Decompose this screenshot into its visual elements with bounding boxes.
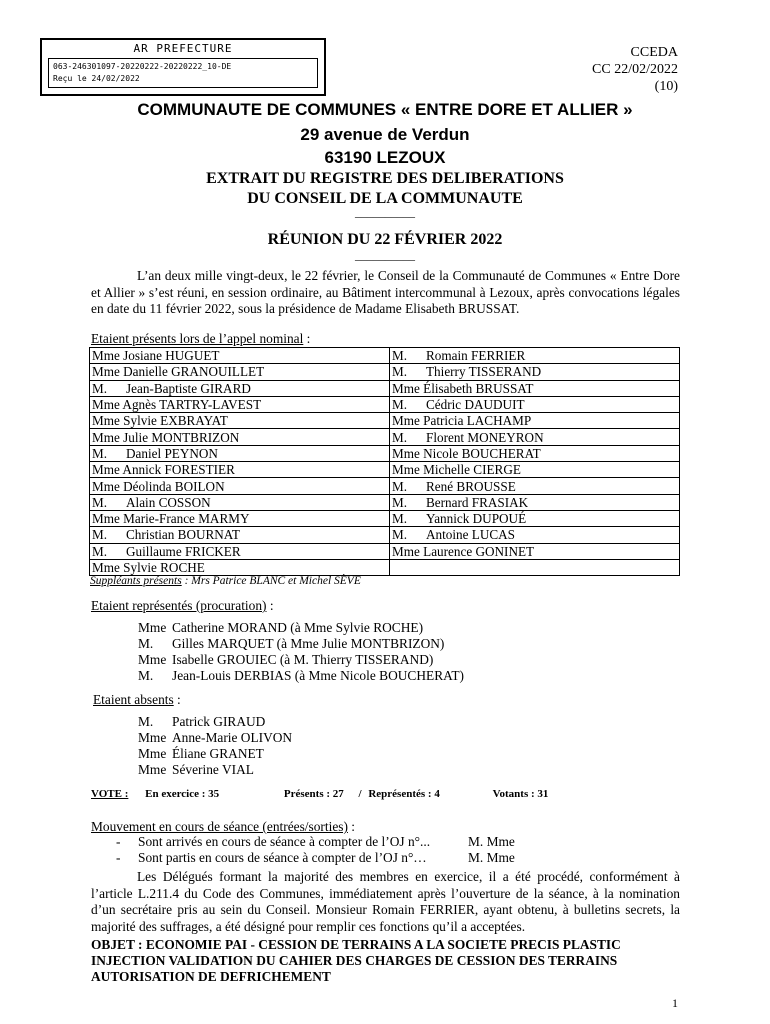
- intro-paragraph: [91, 268, 680, 318]
- attendee-civility: M.: [92, 527, 108, 543]
- vote-votants: Votants : 31: [492, 788, 549, 800]
- extract-title-line2: DU CONSEIL DE LA COMMUNAUTE: [247, 190, 523, 207]
- stamp-received-date: Reçu le 24/02/2022: [53, 74, 140, 83]
- substitutes-line: [90, 575, 361, 587]
- extract-title-line1: EXTRAIT DU REGISTRE DES DELIBERATIONS: [206, 170, 564, 187]
- prefecture-stamp: [40, 38, 326, 96]
- attendee-name: Danielle GRANOUILLET: [123, 364, 265, 380]
- attendee-civility: Mme: [392, 543, 420, 559]
- attendance-row: [90, 396, 680, 412]
- attendee-civility: M.: [392, 429, 408, 445]
- stamp-title: AR PREFECTURE: [133, 42, 233, 55]
- attendance-row: [90, 559, 680, 575]
- attendance-row: [90, 494, 680, 510]
- person-name: Anne-Marie OLIVON: [172, 730, 293, 745]
- represented-list: [138, 620, 464, 684]
- attendee-civility: M.: [392, 364, 408, 380]
- represented-item: [138, 620, 464, 636]
- absent-item: [138, 714, 292, 730]
- attendee-name: Marie-France MARMY: [123, 511, 250, 527]
- attendee-cell: [90, 364, 390, 380]
- movement-bullet: -: [116, 834, 121, 849]
- movement-text: Sont partis en cours de séance à compter de l’OJ n°…: [138, 850, 427, 865]
- vote-exercice: En exercice : 35: [145, 788, 220, 800]
- attendee-name: Élisabeth BRUSSAT: [423, 380, 534, 396]
- represented-heading: Etaient représentés (procuration) :: [91, 598, 274, 613]
- movement-text: Sont arrivés en cours de séance à compter de l’OJ n°...: [138, 834, 431, 849]
- attendee-name: Thierry TISSERAND: [426, 364, 542, 380]
- attendance-row: [90, 413, 680, 429]
- attendee-name: Josiane HUGUET: [123, 348, 220, 364]
- stamp-details: [48, 58, 318, 88]
- attendee-cell: [390, 429, 680, 445]
- attendee-name: Christian BOURNAT: [126, 527, 240, 543]
- attendee-cell: [90, 494, 390, 510]
- attendee-name: Daniel PEYNON: [126, 445, 218, 461]
- attendance-row: [90, 543, 680, 559]
- attendee-name: Jean-Baptiste GIRARD: [126, 380, 251, 396]
- attendee-civility: Mme: [92, 413, 120, 429]
- attendee-civility: Mme: [92, 462, 120, 478]
- attendee-civility: Mme: [392, 462, 420, 478]
- attendee-name: Sylvie EXBRAYAT: [123, 413, 228, 429]
- attendee-civility: Mme: [92, 478, 120, 494]
- attendee-name: Nicole BOUCHERAT: [423, 445, 541, 461]
- stamp-reference: 063-246301097-20220222-20220222_10-DE: [53, 62, 232, 71]
- person-name: Séverine VIAL: [172, 762, 254, 777]
- attendee-name: Annick FORESTIER: [122, 462, 235, 478]
- attendance-row: [90, 364, 680, 380]
- attendee-civility: M.: [392, 511, 408, 527]
- movement-bullet: -: [116, 850, 121, 865]
- attendee-cell: [90, 462, 390, 478]
- attendee-name: Michelle CIERGE: [423, 462, 521, 478]
- attendee-cell: [90, 380, 390, 396]
- attendee-cell: [90, 413, 390, 429]
- movement-label: Mouvement en cours de séance (entrées/sorties): [91, 819, 348, 834]
- delegates-paragraph: [91, 869, 680, 935]
- delegates-text: Les Délégués formant la majorité des membres en exercice, il a été procédé, conformément à l’article L.211.4 du Code des Communes, immédiatement après l’ouverture de la séance, à la nomination d’un secrétaire pris au sein du Conseil. Monsieur Romain FERRIER, ayant obtenu, à bulletins secrets, la majorité des suffrages, a été désigné pour remplir ces fonctions qu’il a acceptées.: [91, 869, 680, 934]
- attendance-table: [89, 347, 680, 576]
- attendance-row: [90, 348, 680, 364]
- attendee-name: Guillaume FRICKER: [126, 543, 241, 559]
- attendee-cell: [390, 559, 680, 575]
- attendee-civility: M.: [392, 494, 408, 510]
- person-civility: Mme: [138, 746, 167, 761]
- attendee-cell: [90, 348, 390, 364]
- rule-1: __________: [355, 205, 415, 219]
- movement-item: [116, 850, 515, 866]
- vote-summary: VOTE : En exercice : 35 Présents : 27 / Représentés : 4 Votants : 31: [91, 788, 549, 800]
- attendee-civility: M.: [92, 543, 108, 559]
- attendee-civility: Mme: [92, 560, 120, 575]
- document-reference: [592, 44, 678, 95]
- attendee-cell: [90, 445, 390, 461]
- person-civility: M.: [138, 714, 154, 729]
- attendee-cell: [390, 348, 680, 364]
- intro-text: L’an deux mille vingt-deux, le 22 février, le Conseil de la Communauté de Communes « Entre Dore et Allier » s’est réuni, en session ordinaire, au Bâtiment intercommunal à Lezoux, après convocations légales en date du 11 février 2022, sous la présidence de Madame Elisabeth BRUSSAT.: [91, 268, 680, 316]
- person-civility: Mme: [138, 762, 167, 777]
- attendance-row: [90, 462, 680, 478]
- attendance-row: [90, 527, 680, 543]
- attendee-cell: [390, 543, 680, 559]
- attendee-civility: M.: [92, 445, 108, 461]
- ref-number: (10): [654, 79, 678, 94]
- page-number: 1: [672, 996, 678, 1010]
- movement-item: [116, 834, 515, 850]
- attendance-row: [90, 445, 680, 461]
- movement-list: [116, 834, 515, 866]
- attendee-civility: M.: [392, 397, 408, 413]
- attendance-row: [90, 478, 680, 494]
- attendee-name: Romain FERRIER: [426, 348, 526, 364]
- movement-who: M. Mme: [468, 850, 515, 865]
- attendee-cell: [390, 413, 680, 429]
- person-civility: M.: [138, 636, 154, 651]
- ref-code: CC 22/02/2022: [592, 62, 678, 77]
- attendee-civility: Mme: [92, 397, 120, 413]
- vote-label: VOTE :: [91, 788, 129, 800]
- attendee-cell: [390, 364, 680, 380]
- attendee-cell: [390, 396, 680, 412]
- attendee-civility: Mme: [92, 364, 120, 380]
- absent-item: [138, 746, 292, 762]
- represented-item: [138, 668, 464, 684]
- present-heading: Etaient présents lors de l’appel nominal :: [91, 331, 311, 346]
- attendee-name: Alain COSSON: [126, 494, 211, 510]
- vote-presents: Présents : 27: [283, 788, 344, 800]
- attendee-name: Laurence GONINET: [423, 543, 535, 559]
- attendee-cell: [90, 543, 390, 559]
- attendee-civility: Mme: [392, 445, 420, 461]
- attendee-civility: Mme: [92, 348, 120, 364]
- attendee-name: Cédric DAUDUIT: [426, 397, 525, 413]
- attendee-civility: Mme: [392, 413, 420, 429]
- attendee-civility: Mme: [392, 380, 420, 396]
- vote-representes: Représentés : 4: [368, 788, 440, 800]
- person-civility: Mme: [138, 730, 167, 745]
- attendee-cell: [390, 445, 680, 461]
- absent-heading: Etaient absents :: [93, 692, 181, 707]
- represented-label: Etaient représentés (procuration): [91, 598, 267, 613]
- represented-item: [138, 636, 464, 652]
- org-city: 63190 LEZOUX: [324, 148, 446, 167]
- attendee-civility: M.: [92, 494, 108, 510]
- absent-label: Etaient absents: [93, 692, 174, 707]
- person-name: Isabelle GROUIEC (à M. Thierry TISSERAND): [172, 652, 434, 667]
- attendee-civility: M.: [392, 527, 408, 543]
- person-name: Catherine MORAND (à Mme Sylvie ROCHE): [172, 620, 424, 635]
- attendee-civility: M.: [392, 478, 408, 494]
- represented-item: [138, 652, 464, 668]
- substitutes-label: Suppléants présents: [90, 575, 182, 587]
- person-name: Gilles MARQUET (à Mme Julie MONTBRIZON): [172, 636, 445, 651]
- attendance-row: [90, 380, 680, 396]
- person-civility: Mme: [138, 652, 167, 667]
- attendee-civility: Mme: [92, 511, 120, 527]
- absent-list: [138, 714, 292, 778]
- attendee-name: Florent MONEYRON: [426, 429, 544, 445]
- attendee-name: Bernard FRASIAK: [426, 494, 529, 510]
- attendee-civility: Mme: [92, 429, 120, 445]
- ref-org: CCEDA: [630, 45, 678, 60]
- person-civility: Mme: [138, 620, 167, 635]
- attendee-civility: M.: [392, 348, 408, 364]
- attendance-row: [90, 429, 680, 445]
- movement-heading: Mouvement en cours de séance (entrées/sorties) :: [91, 819, 356, 834]
- org-street: 29 avenue de Verdun: [300, 125, 470, 144]
- meeting-title: RÉUNION DU 22 FÉVRIER 2022: [267, 231, 503, 248]
- person-civility: M.: [138, 668, 154, 683]
- attendee-name: Déolinda BOILON: [123, 478, 225, 494]
- attendee-name: Yannick DUPOUÉ: [426, 511, 527, 527]
- org-title: COMMUNAUTE DE COMMUNES « ENTRE DORE ET ALLIER »: [137, 100, 633, 119]
- attendee-name: Sylvie ROCHE: [123, 560, 205, 575]
- absent-item: [138, 762, 292, 778]
- present-label: Etaient présents lors de l’appel nominal: [91, 331, 304, 346]
- attendee-cell: [390, 478, 680, 494]
- attendee-name: Julie MONTBRIZON: [123, 429, 240, 445]
- attendee-cell: [390, 380, 680, 396]
- attendee-cell: [90, 559, 390, 575]
- attendee-cell: [390, 510, 680, 526]
- attendee-name: Antoine LUCAS: [426, 527, 516, 543]
- substitutes-text: : Mrs Patrice BLANC et Michel SÈVE: [181, 575, 361, 587]
- attendee-cell: [90, 510, 390, 526]
- absent-item: [138, 730, 292, 746]
- attendee-civility: M.: [92, 380, 108, 396]
- attendee-cell: [90, 527, 390, 543]
- attendee-cell: [90, 478, 390, 494]
- attendee-cell: [390, 494, 680, 510]
- person-name: Éliane GRANET: [172, 746, 264, 761]
- attendee-name: Patricia LACHAMP: [423, 413, 532, 429]
- attendee-cell: [390, 527, 680, 543]
- rule-2: __________: [355, 248, 415, 262]
- movement-who: M. Mme: [468, 834, 515, 849]
- person-name: Patrick GIRAUD: [172, 714, 266, 729]
- attendee-cell: [90, 396, 390, 412]
- person-name: Jean-Louis DERBIAS (à Mme Nicole BOUCHERAT): [172, 668, 464, 683]
- attendee-name: Agnès TARTRY-LAVEST: [122, 397, 262, 413]
- attendee-cell: [390, 462, 680, 478]
- objet-title: OBJET : ECONOMIE PAI - CESSION DE TERRAINS A LA SOCIETE PRECIS PLASTIC INJECTION VALIDATION DU CAHIER DES CHARGES DE CESSION DES TERRAINS AUTORISATION DE DEFRICHEMENT: [91, 937, 621, 984]
- attendee-cell: [90, 429, 390, 445]
- attendee-name: René BROUSSE: [426, 478, 516, 494]
- attendance-row: [90, 510, 680, 526]
